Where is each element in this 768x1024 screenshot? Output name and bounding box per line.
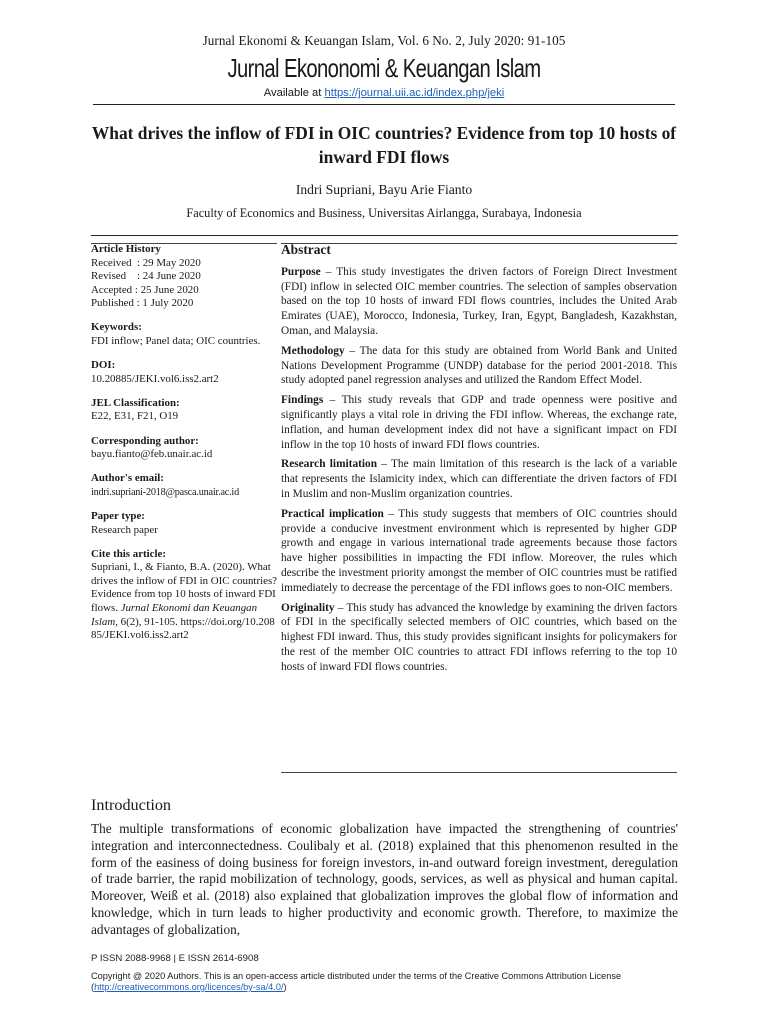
- author-email-label: Author's email:: [91, 472, 164, 485]
- article-title: What drives the inflow of FDI in OIC countries? Evidence from top 10 hosts of inward FDI flows: [91, 123, 677, 167]
- published-date: Published : 1 July 2020: [91, 297, 194, 310]
- keywords-text: FDI inflow; Panel data; OIC countries.: [91, 335, 261, 348]
- article-info-sidebar: [91, 243, 277, 653]
- abstract-purpose: [281, 265, 677, 339]
- keywords-label: Keywords:: [91, 321, 142, 334]
- license-open-paren: (: [91, 982, 95, 993]
- abstract-methodology: [281, 344, 677, 388]
- history-label: Article History: [91, 243, 161, 255]
- keywords-block: [91, 321, 277, 348]
- abstract-limitation: [281, 457, 677, 501]
- implication-label: Practical implication: [281, 507, 384, 520]
- page-footer: [91, 953, 678, 994]
- article-history: [91, 243, 277, 311]
- running-head: Jurnal Ekonomi & Keuangan Islam, Vol. 6 No. 2, July 2020: 91-105: [202, 33, 566, 48]
- paper-type-block: [91, 510, 277, 537]
- limitation-text: – The main limitation of this research is the lack of a variable that represents the Islamicity index, which can differentiate the driven factors of FDI in Muslim and non-Muslim organization countries.: [281, 458, 677, 500]
- author-email[interactable]: indri.supriani-2018@pasca.unair.ac.id: [91, 486, 239, 498]
- citation-journal: Jurnal Ekonomi dan Keuangan Islam,: [91, 601, 258, 628]
- findings-label: Findings: [281, 394, 324, 407]
- copyright-line: Copyright @ 2020 Authors. This is an open-access article distributed under the terms of the Creative Commons Attribution License: [91, 970, 622, 981]
- abstract-implication: [281, 507, 677, 596]
- abstract-heading: Abstract: [281, 242, 331, 257]
- jel-codes: E22, E31, F21, O19: [91, 410, 179, 423]
- introduction-body: The multiple transformations of economic globalization have impacted the strengthening of countries' integration and interconnectedness. Coulibaly et al. (2018) explained that this phenomenon resulted in the form of the easiness of doing business for foreign investors, in-and outward foreign investment, deregulation of trade barrier, the rapid mobilization of technology, goods, services, as well as physical and human capital. Moreover, Weiß et al. (2018) also explained that globalization improves the global flow of information and knowledge, which in turn leads to higher productivity and economic growth. Therefore, to maximize the advantages of globalization,: [91, 821, 678, 937]
- introduction-heading: Introduction: [91, 796, 172, 814]
- corresponding-author-email[interactable]: bayu.fianto@feb.unair.ac.id: [91, 448, 213, 461]
- purpose-label: Purpose: [281, 265, 321, 278]
- citation-main: Supriani, I., & Fianto, B.A. (2020). What drives the inflow of FDI in OIC countries? Evidence from top 10 hosts of inward FDI flows.: [91, 561, 278, 614]
- journal-url-link[interactable]: https://journal.uii.ac.id/index.php/jeki: [324, 87, 505, 99]
- received-date: Received : 29 May 2020: [91, 256, 201, 269]
- doi-block: [91, 359, 277, 386]
- methodology-label: Methodology: [281, 344, 345, 357]
- issn-line: P ISSN 2088-9968 | E ISSN 2614-6908: [91, 953, 259, 964]
- implication-text: – This study suggests that members of OIC countries should provide a conducive investment environment which is represented by higher GDP growth and engage in various international trade agreements because those factors have higher possibilities in impacting the FDI inflow. Moreover, the rules which describe the investment priority amongst the member of OIC countries must be ratified immediately to decrease the percentage of the FDI inflows goes to non-OIC members.: [281, 507, 678, 594]
- author-email-block: [91, 472, 277, 499]
- abstract-section: [281, 243, 677, 680]
- corresponding-author-block: [91, 435, 277, 462]
- license-line: [91, 982, 678, 994]
- doi-label: DOI:: [91, 359, 116, 372]
- available-at-line: [0, 87, 768, 99]
- citation-block: [91, 548, 277, 643]
- available-label: Available at: [263, 87, 322, 99]
- accepted-date: Accepted : 25 June 2020: [91, 283, 199, 296]
- findings-text: – This study reveals that GDP and trade openness were positive and significantly plays a vital role in driving the FDI inflow. Whereas, the exchange rate, inflation, and human development index did not have a significant impact on FDI inflow in the top 10 hosts of inward FDI flows countries.: [281, 394, 677, 451]
- abstract-bottom-rule: [281, 772, 677, 773]
- jel-block: [91, 397, 277, 424]
- license-link[interactable]: http://creativecommons.org/licences/by-sa/4.0/: [94, 982, 284, 993]
- title-divider: [91, 235, 678, 236]
- cite-label: Cite this article:: [91, 547, 166, 560]
- originality-label: Originality: [281, 601, 335, 614]
- doi-text[interactable]: 10.20885/JEKI.vol6.iss2.art2: [91, 372, 219, 385]
- abstract-originality: [281, 601, 677, 675]
- journal-masthead: Jurnal Ekononomi & Keuangan Islam: [227, 53, 541, 83]
- methodology-text: – The data for this study are obtained from World Bank and United Nations Development Programme (UNDP) database for the period 2001-2018. This study adopted panel regression analyses and utilized the Random Effect Model.: [281, 344, 677, 387]
- paper-type-label: Paper type:: [91, 509, 145, 522]
- originality-text: – This study has advanced the knowledge by examining the driven factors of FDI in the specifically selected members of OIC countries, which based on the highest FDI inward. Thus, this study provides significant insights for policymakers for the rest of the member OIC countries to attract FDI inflows referring to the top 10 hosts of inward FDI flows countries.: [281, 601, 677, 673]
- article-affiliation: Faculty of Economics and Business, Universitas Airlangga, Surabaya, Indonesia: [186, 206, 582, 220]
- citation-rest: 6(2), 91-105. https://doi.org/10.20885/JEKI.vol6.iss2.art2: [91, 615, 275, 642]
- jel-label: JEL Classification:: [91, 396, 180, 409]
- purpose-text: – This study investigates the driven factors of Foreign Direct Investment (FDI) inflow in selected OIC member countries. The selection of samples observation based on the top 10 hosts of inward FDI flows countries, includes the United Arab Emirates (UAE), Morocco, Indonesia, Turkey, Iran, Egypt, Bangladesh, Kazakhstan, Oman, and Malaysia.: [281, 265, 677, 337]
- article-authors: Indri Supriani, Bayu Arie Fianto: [295, 182, 473, 197]
- limitation-label: Research limitation: [281, 458, 378, 471]
- abstract-findings: [281, 393, 677, 452]
- citation-text: [91, 561, 277, 643]
- header-divider: [93, 104, 675, 105]
- corresponding-author-label: Corresponding author:: [91, 434, 199, 447]
- license-close-paren: ): [283, 982, 287, 993]
- paper-type: Research paper: [91, 523, 158, 536]
- revised-date: Revised : 24 June 2020: [91, 270, 201, 283]
